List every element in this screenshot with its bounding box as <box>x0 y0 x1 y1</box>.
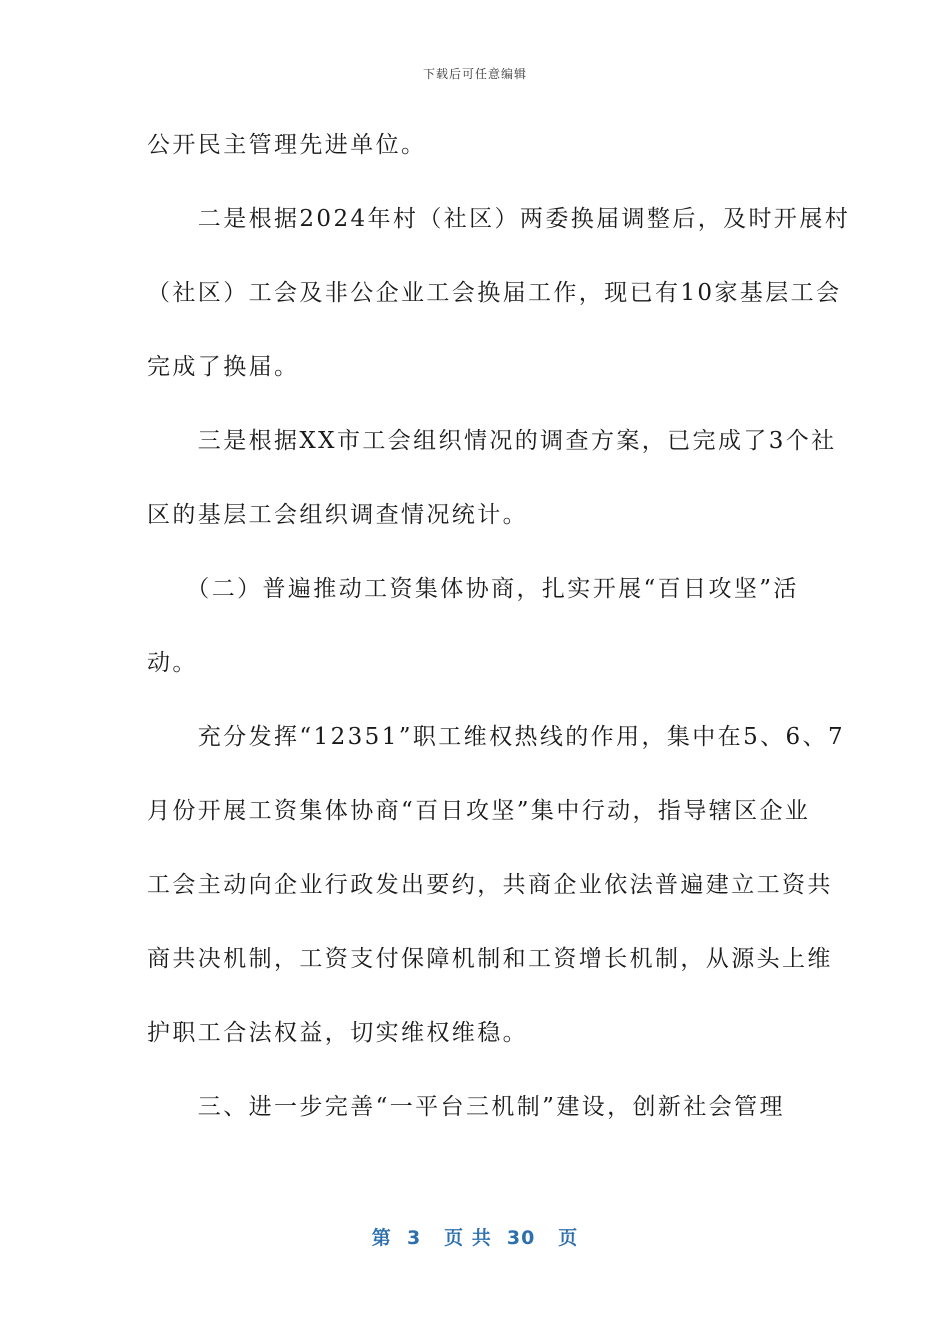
page-header-note: 下载后可任意编辑 <box>422 67 527 81</box>
section-heading-line: （二）普遍推动工资集体协商，扎实开展“百日攻坚”活 <box>147 576 799 602</box>
paragraph-line: 完成了换届。 <box>147 354 300 380</box>
paragraph-line: 护职工合法权益，切实维权维稳。 <box>147 1020 528 1046</box>
paragraph-line: 三是根据XX市工会组织情况的调查方案，已完成了3个社 <box>147 428 837 454</box>
paragraph-line: （社区）工会及非公企业工会换届工作，现已有10家基层工会 <box>147 280 842 306</box>
page-number-footer: 第 3 页 共 30 页 <box>371 1227 579 1249</box>
document-body <box>147 118 851 1154</box>
section-heading-line: 动。 <box>147 650 198 676</box>
paragraph-line: 充分发挥“12351”职工维权热线的作用，集中在5、6、7 <box>147 724 845 750</box>
paragraph-line: 区的基层工会组织调查情况统计。 <box>147 502 528 528</box>
paragraph-line: 公开民主管理先进单位。 <box>147 132 427 158</box>
paragraph-line: 二是根据2024年村（社区）两委换届调整后，及时开展村 <box>147 206 851 232</box>
paragraph-line: 月份开展工资集体协商“百日攻坚”集中行动，指导辖区企业 <box>147 798 811 824</box>
section-heading-line: 三、进一步完善“一平台三机制”建设，创新社会管理 <box>147 1094 785 1120</box>
paragraph-line: 工会主动向企业行政发出要约，共商企业依法普遍建立工资共 <box>147 872 833 898</box>
paragraph-line: 商共决机制，工资支付保障机制和工资增长机制，从源头上维 <box>147 946 833 972</box>
